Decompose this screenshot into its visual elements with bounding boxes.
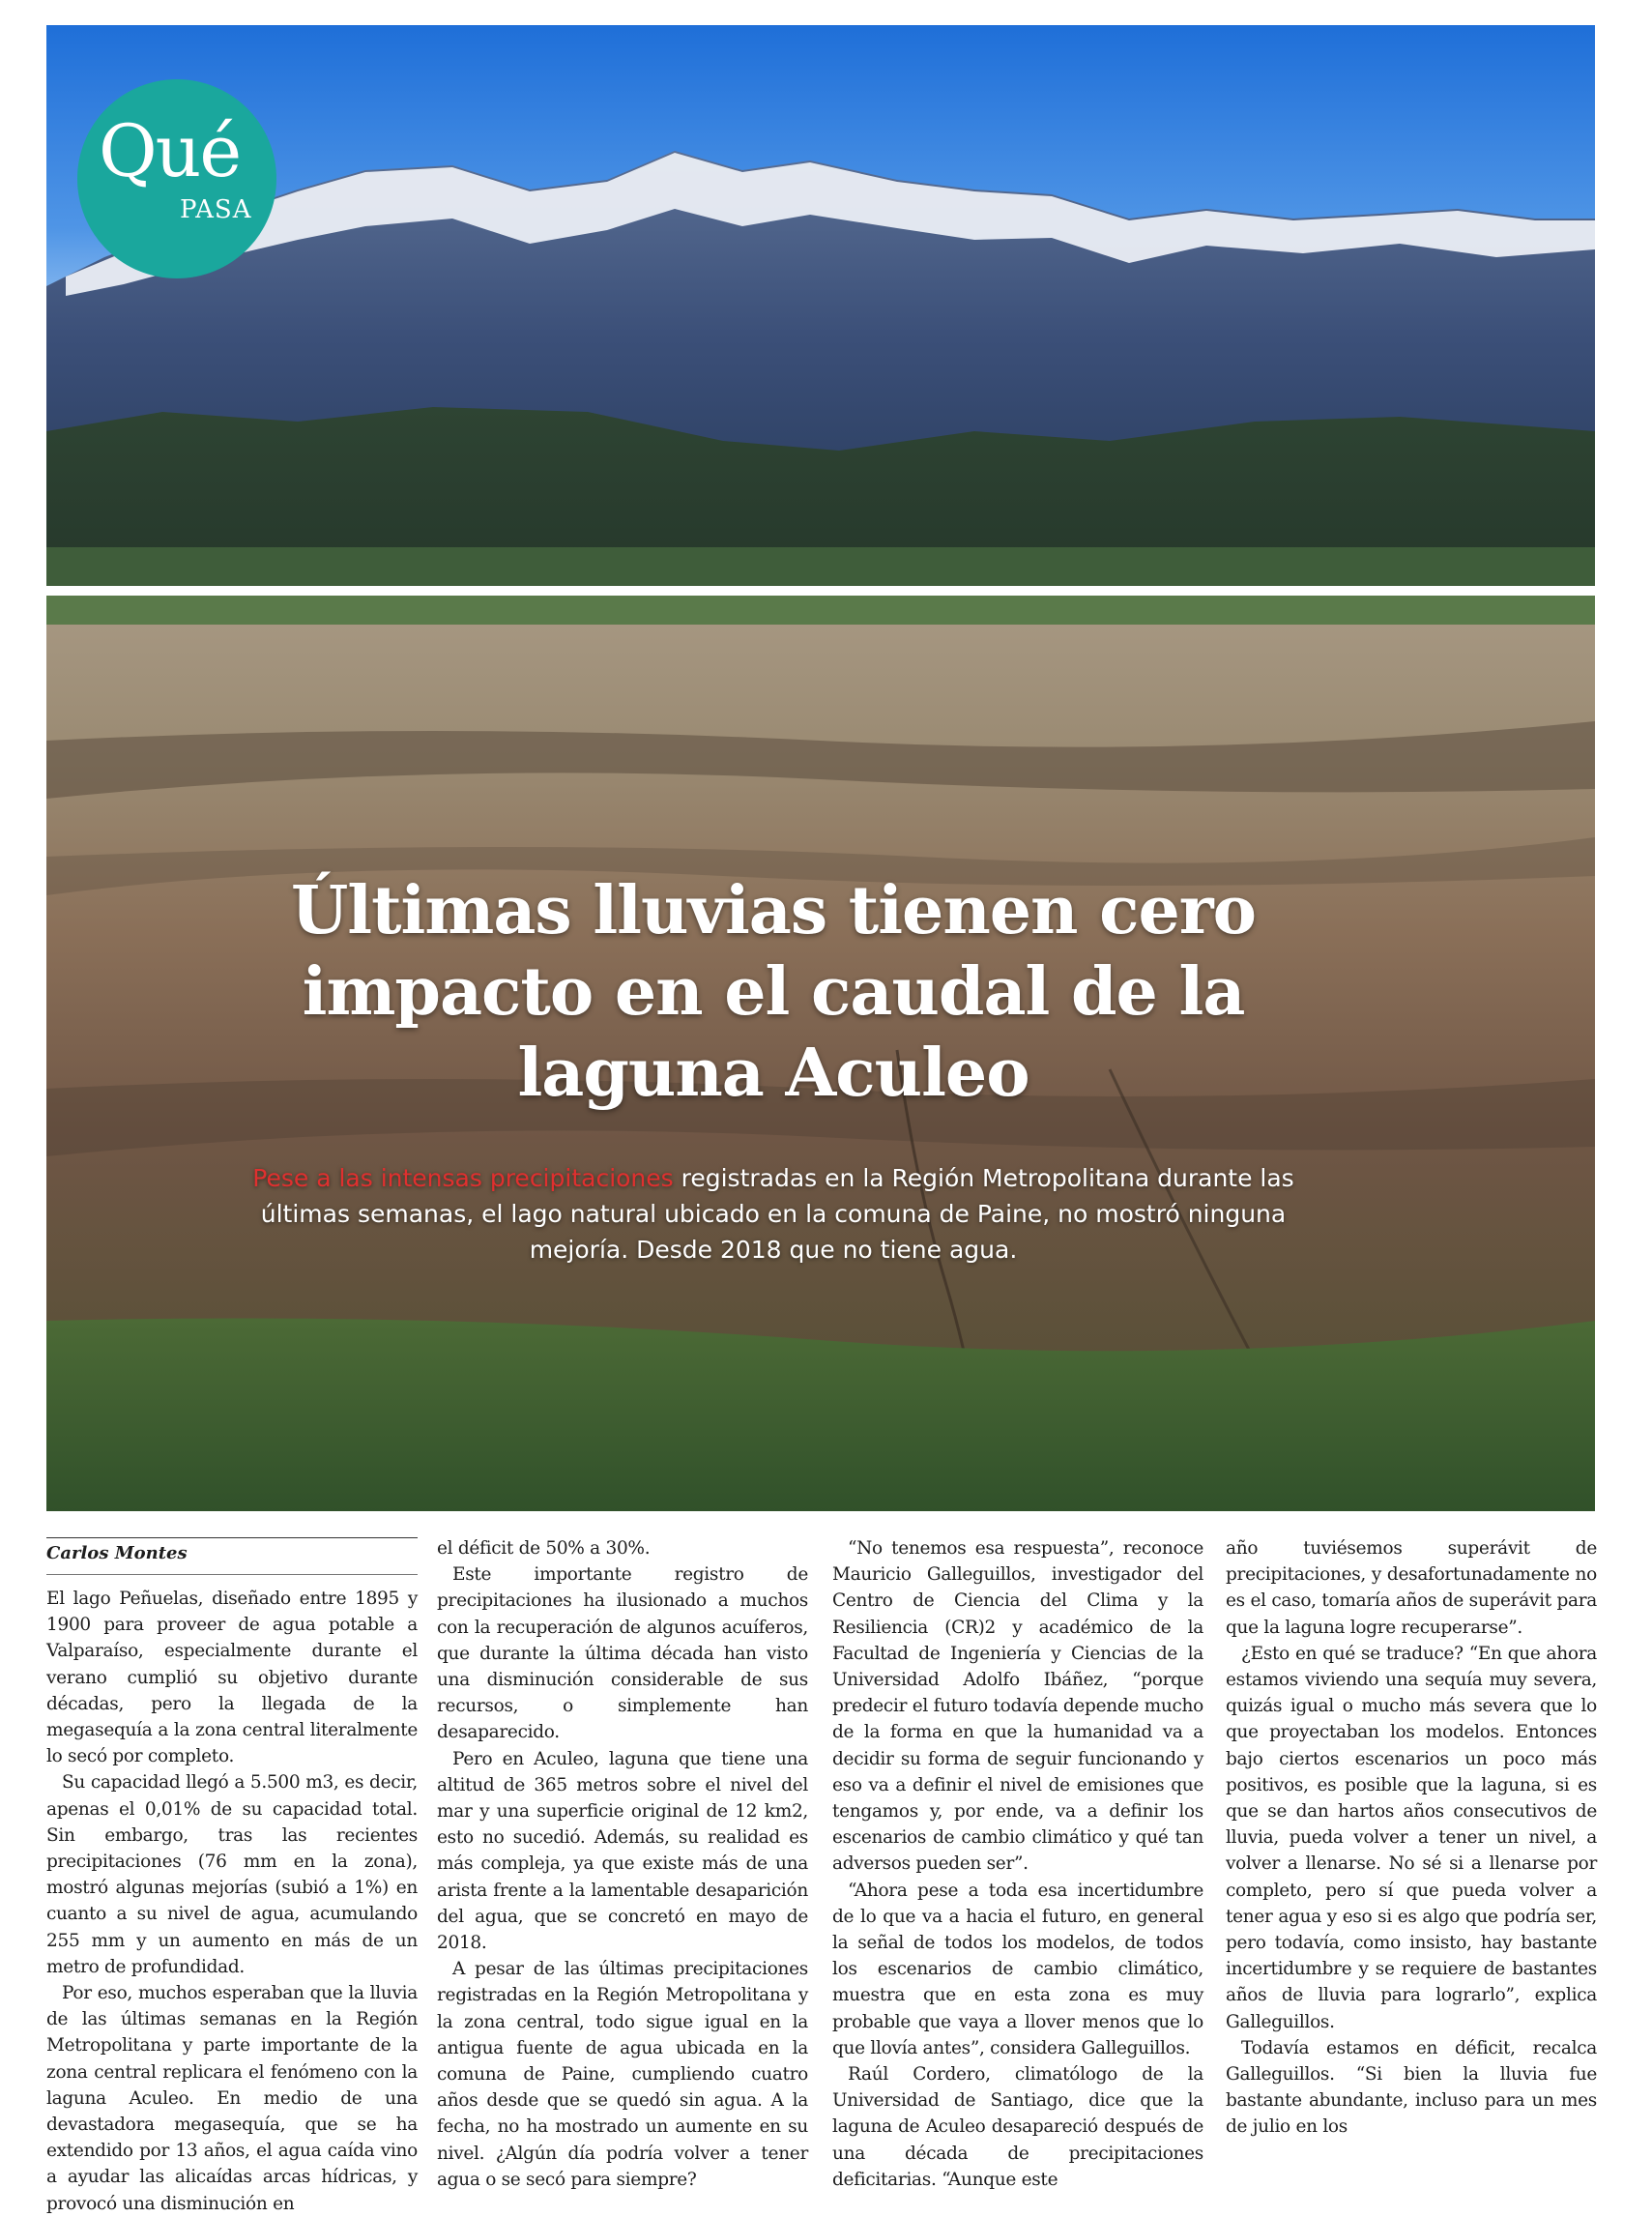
logo-que-text: Qué [99,110,241,193]
que-pasa-section-logo [77,79,276,278]
article-body [46,1522,1597,2214]
text-column-2 [437,1535,808,2193]
paragraph: Su capacidad llegó a 5.500 m3, es decir, apenas el 0,01% de su capacidad total. Sin embargo, tras las recientes precipitaciones (76 mm en la zona), mostró algunas mejorías (subió a 1%) en cuanto a su nivel de agua, acumulando 255 mm y un aumento en más de un metro de profundidad. [46,1772,418,1977]
paragraph: Pero en Aculeo, laguna que tiene una altitud de 365 metros sobre el nivel del mar y una superficie original de 12 km2, esto no sucedió. Además, su realidad es más compleja, ya que existe más de una arista frente a la lamentable desaparición del agua, que se concretó en mayo de 2018. [437,1748,808,1954]
text-column-1 [46,1586,418,2217]
dry-lagoon-landscape-image [46,25,1595,1511]
paragraph: Todavía estamos en déficit, recalca Galleguillos. “Si bien la lluvia fue bastante abundante, incluso para un mes de julio en los [1226,2037,1597,2138]
text-column-4 [1226,1535,1597,2141]
byline-bottom-rule [46,1574,418,1575]
paragraph: Por eso, muchos esperaban que la lluvia de las últimas semanas en la Región Metropolitana y parte importante de la zona central replicara el fenómeno con la laguna Aculeo. En medio de una devastadora megasequía, que se ha extendido por 13 años, el agua caída vino a ayudar las alicaídas arcas hídricas, y provocó una disminución en [46,1983,418,2214]
dek-text: registradas en la Región Metropolitana durante las últimas semanas, el lago natural ubicado en la comuna de Paine, no mostró ninguna mejoría. Desde 2018 que no tiene agua. [260,1164,1294,1264]
paragraph: “No tenemos esa respuesta”, reconoce Mauricio Galleguillos, investigador del Centro de Ciencia del Clima y la Resiliencia (CR)2 y académico de la Facultad de Ingeniería y Ciencias de la Universidad Adolfo Ibáñez, “porque predecir el futuro todavía depende mucho de la forma en que la humanidad va a decidir su forma de seguir funcionando y eso va a definir el nivel de emisiones que tengamos y, por ende, va a definir los escenarios de cambio climático y qué tan adversos pueden ser”. [832,1538,1203,1875]
paragraph: ¿Esto en qué se traduce? “En que ahora estamos viviendo una sequía muy severa, quizás igual o mucho más severa que lo que proyectaban los modelos. Entonces bajo ciertos escenarios un poco más positivos, es posible que la laguna, si es que se dan hartos años consecutivos de lluvia, pueda volver a tener un nivel, a volver a llenarse. No sé si a llenarse por completo, pero sí que pueda volver a tener agua y eso si es algo que podría ser, pero todavía, como insisto, hay bastante incertidumbre y se requiere de bastantes años de lluvia para lograrlo”, explica Galleguillos. [1226,1643,1597,2032]
text-column-3 [832,1535,1203,2193]
paragraph: Raúl Cordero, climatólogo de la Universidad de Santiago, dice que la laguna de Aculeo desapareció después de una década de precipitaciones deficitarias. “Aunque este [832,2064,1203,2190]
logo-pasa-text: PASA [180,195,252,224]
article-dek [232,1160,1315,1268]
dek-highlight: Pese a las intensas precipitaciones [252,1164,674,1192]
byline: Carlos Montes [46,1543,188,1563]
paragraph: Este importante registro de precipitaciones ha ilusionado a muchos con la recuperación de algunos acuíferos, que durante la última década han visto una disminución considerable de sus recursos, o simplemente han desaparecido. [437,1564,808,1743]
article-headline: Últimas lluvias tienen cero impacto en el caudal de la laguna Aculeo [291,872,1256,1112]
paragraph: “Ahora pese a toda esa incertidumbre de lo que va a hacia el futuro, en general la señal de todos los modelos, de todos los escenarios de cambio climático, muestra que en esta zona es muy probable que vaya a llover menos que lo que llovía antes”, considera Galleguillos. [832,1880,1203,2058]
paragraph: año tuviésemos superávit de precipitaciones, y desafortunadamente no es el caso, tomaría años de superávit para que la laguna logre recuperarse”. [1226,1538,1597,1638]
hero-photo [46,25,1595,1511]
paragraph: el déficit de 50% a 30%. [437,1538,651,1559]
byline-top-rule [46,1537,418,1538]
paragraph: A pesar de las últimas precipitaciones registradas en la Región Metropolitana y la zona central, todo sigue igual en la antigua fuente de agua ubicada en la comuna de Paine, cumpliendo cuatro años desde que se quedó sin agua. A la fecha, no ha mostrado un aumente en su nivel. ¿Algún día podría volver a tener agua o se secó para siempre? [437,1959,808,2190]
paragraph: El lago Peñuelas, diseñado entre 1895 y 1900 para proveer de agua potable a Valparaíso, especialmente durante el verano cumplió su objetivo durante décadas, pero la llegada de la megasequía a la zona central literalmente lo secó por completo. [46,1589,418,1767]
